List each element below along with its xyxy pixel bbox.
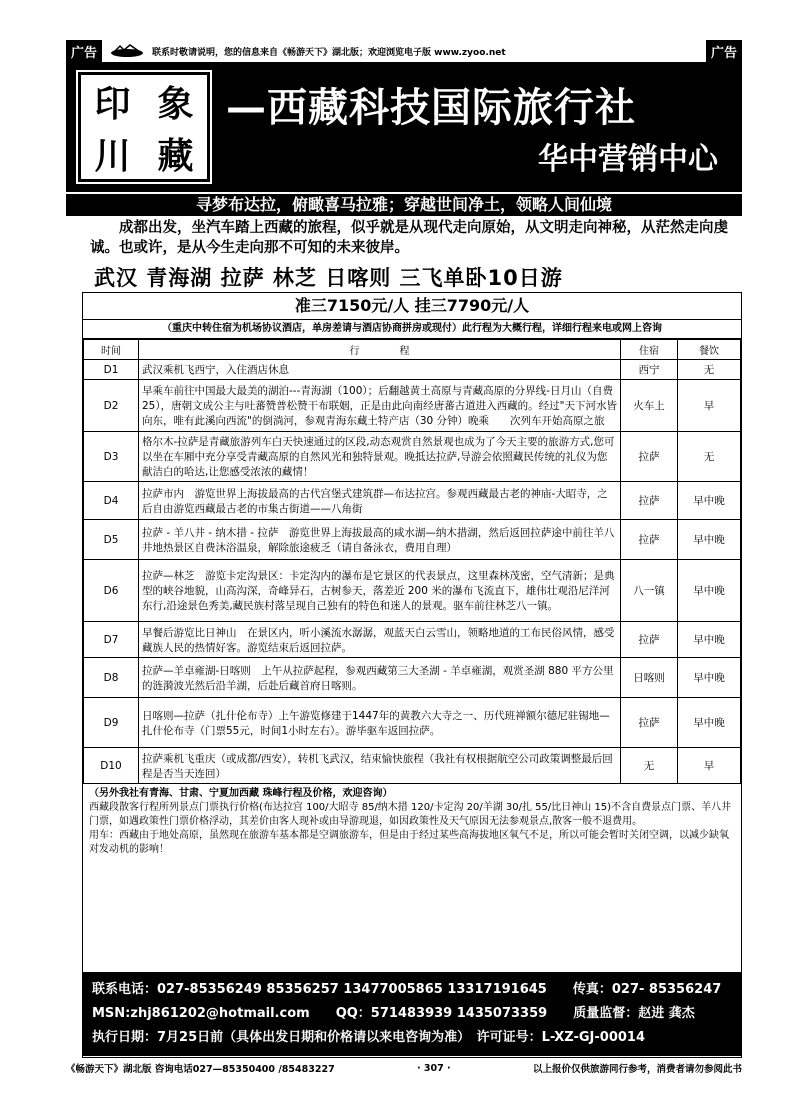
contact-phone: 联系电话：027-85356249 85356257 13477005865 13317191645 [92,982,547,997]
itinerary-day: D6 [84,560,139,622]
table-row [84,380,741,432]
itinerary-stay: 火车上 [621,380,678,432]
itinerary-day: D1 [84,360,139,380]
itinerary-meal: 早中晚 [678,482,741,520]
itinerary-stay: 日喀则 [621,658,678,698]
table-row [84,748,741,784]
seal-char-3: 川 [94,134,131,177]
footer-left: 《畅游天下》湖北版 咨询电话027—85350400 /85483227 [66,1064,335,1075]
route-title: 武汉 青海湖 拉萨 林芝 日喀则 三飞单卧10日游 [94,266,563,290]
itinerary-stay: 拉萨 [621,698,678,748]
table-row [84,658,741,698]
contact-fax: 传真：027- 85356247 [572,982,722,997]
table-row [84,520,741,560]
contact-panel [82,972,742,1056]
extra-vehicle: 用车：西藏由于地处高原，虽然现在旅游车基本都是空调旅游车，但是由于经过某些高海拔地区氧气不足，所以可能会暂时关闭空调，以减少缺氧对发动机的影响！ [89,830,729,855]
itinerary-text: 武汉乘机飞西宁，入住酒店休息 [139,360,621,380]
table-row [84,622,741,658]
table-row [84,560,741,622]
itinerary-table [83,339,741,784]
seal-char-2: 象 [157,82,194,125]
itinerary-day: D3 [84,432,139,482]
ad-label-left: 广告 [66,40,102,63]
itinerary-meal: 无 [678,360,741,380]
itinerary-stay: 无 [621,748,678,784]
contact-msn: MSN:zhj861202@hotmail.com [92,1006,310,1021]
itinerary-stay: 八一镇 [621,560,678,622]
itinerary-meal: 早中晚 [678,658,741,698]
contact-license: 许可证号：L-XZ-GJ-00014 [476,1030,646,1045]
slogan: 寻梦布达拉，俯瞰喜马拉雅；穿越世间净土，领略人间仙境 [66,192,742,216]
itinerary-text: 早乘车前往中国最大最美的湖泊---青海湖（100）；后翻越黄土高原与青藏高原的分界线-日月山（自费 25），唐朝文成公主与吐蕃赞普松赞干布联姻，正是由此向南经唐蕃古道进入西藏的。经过"天下河水皆向东，唯有此溪向西流"的倒淌河，参观青海东藏土特产店（30 分钟）晚乘 次列车开始高原之旅 [139,380,621,432]
contact-qq: QQ：571483939 1435073359 [335,1006,548,1021]
header-banner [66,62,742,192]
table-header-row [84,340,741,360]
table-row [84,482,741,520]
itinerary-day: D10 [84,748,139,784]
header-stay: 住宿 [621,340,678,360]
itinerary-meal: 无 [678,432,741,482]
itinerary-body [84,360,741,784]
extra-info [83,784,741,860]
itinerary-stay: 拉萨 [621,520,678,560]
itinerary-meal: 早 [678,380,741,432]
itinerary-stay: 拉萨 [621,482,678,520]
itinerary-text: 拉萨 - 羊八井 - 纳木措 - 拉萨 游览世界上海拔最高的咸水湖—纳木措湖，然后返回拉萨途中前往羊八井地热景区自费沐浴温泉，解除旅途疲乏（请自备泳衣，费用自理） [139,520,621,560]
company-name: —西藏科技国际旅行社 [226,85,636,131]
itinerary-day: D7 [84,622,139,658]
ad-label-right: 广告 [706,40,742,63]
itinerary-meal: 早中晚 [678,520,741,560]
top-bar [66,40,742,62]
itinerary-day: D9 [84,698,139,748]
table-row [84,360,741,380]
page-number: · 307 · [417,1062,451,1074]
itinerary-meal: 早中晚 [678,560,741,622]
itinerary-stay: 拉萨 [621,432,678,482]
itinerary-text: 拉萨乘机飞重庆（或成都/西安），转机飞武汉，结束愉快旅程（我社有权根据航空公司政策调整最后回程是否当天连回） [139,748,621,784]
itinerary-text: 拉萨—林芝 游览卡定沟景区：卡定沟内的瀑布是它景区的代表景点，这里森林茂密，空气清新；是典型的峡谷地貌，山高沟深，奇峰异石，古树参天，落差近 200 米的瀑布飞流直下，雄伟壮观沿尼洋河东行,沿途景色秀美,藏民族村落呈现自己独有的特色和迷人的景观。驱车前往林芝八一镇。 [139,560,621,622]
itinerary-meal: 早 [678,748,741,784]
note-line: （重庆中转住宿为机场协议酒店，单房差请与酒店协商拼房或现付）此行程为大概行程，详细行程来电或网上咨询 [83,320,741,339]
extra-tickets: 西藏段散客行程所列景点门票执行价格(布达拉宫 100/大昭寺 85/纳木措 120/卡定沟 20/羊湖 30/扎 55/比日神山 15)不含自费景点门票、羊八井门票，如遇政策性门票价格浮动，其差价由客人现补或由导游现退，如因政策性及天气原因无法参观景点,散客一般不退费用。 [89,802,732,827]
itinerary-day: D8 [84,658,139,698]
header-route: 行 程 [139,340,621,360]
marketing-center: 华中营销中心 [538,142,718,177]
seal-logo [78,72,210,182]
itinerary-stay: 西宁 [621,360,678,380]
itinerary-text: 格尔木-拉萨是青藏旅游列车白天快速通过的区段,动态观赏自然景观也成为了今天主要的旅游方式,您可以坐在车厢中充分享受青藏高原的自然风光和独特景观。晚抵达拉萨,导游会依照藏民传统的礼仪为您献洁白的哈达,让您感受浓浓的藏情！ [139,432,621,482]
itinerary-text: 拉萨市内 游览世界上海拔最高的古代宫堡式建筑群—布达拉宫。参观西藏最古老的神庙-大昭寺，之后自由游览西藏最古老的市集古街道——八角街 [139,482,621,520]
table-row [84,698,741,748]
header-time: 时间 [84,340,139,360]
contact-date: 执行日期：7月25日前（具体出发日期和价格请以来电咨询为准） [92,1030,464,1045]
seal-char-4: 藏 [157,134,194,177]
contact-supervisor: 质量监督：赵进 龚杰 [573,1006,695,1021]
table-row [84,432,741,482]
header-meal: 餐饮 [678,340,741,360]
page-footer [66,1060,742,1076]
magazine-logo-icon [108,44,146,58]
itinerary-box [82,292,742,1058]
price-line: 准三7150元/人 挂三7790元/人 [83,293,741,320]
source-notice: 联系时敬请说明，您的信息来自《畅游天下》湖北版；欢迎浏览电子版 www.zyoo.net [152,47,506,58]
itinerary-text: 早餐后游览比日神山 在景区内，听小溪流水潺潺，观蓝天白云雪山，领略地道的工布民俗风情，感受藏族人民的热情好客。游览结束后返回拉萨。 [139,622,621,658]
itinerary-day: D5 [84,520,139,560]
itinerary-meal: 早中晚 [678,622,741,658]
intro-text: 成都出发，坐汽车踏上西藏的旅程，似乎就是从现代走向原始，从文明走向神秘，从茫然走向虔诚。也或许，是从今生走向那不可知的未来彼岸。 [90,220,728,256]
itinerary-text: 拉萨—羊卓雍湖-日喀则 上午从拉萨起程，参观西藏第三大圣湖 - 羊卓雍湖，观赏圣湖 880 平方公里的涟漪波光然后沿羊湖，后赴后藏首府日喀则。 [139,658,621,698]
extra-title: （另外我社有青海、甘肃、宁夏加西藏 珠峰行程及价格，欢迎咨询） [89,788,393,799]
itinerary-day: D2 [84,380,139,432]
itinerary-meal: 早中晚 [678,698,741,748]
itinerary-stay: 拉萨 [621,622,678,658]
footer-right: 以上报价仅供旅游同行参考，消费者请勿参阅此书 [532,1064,742,1075]
itinerary-day: D4 [84,482,139,520]
seal-char-1: 印 [94,82,131,125]
itinerary-text: 日喀则—拉萨（扎什伦布寺）上午游览修建于1447年的黄教六大寺之一、历代班禅额尔德尼驻锡地—扎什伦布寺（门票55元，时间1小时左右）。游毕驱车返回拉萨。 [139,698,621,748]
